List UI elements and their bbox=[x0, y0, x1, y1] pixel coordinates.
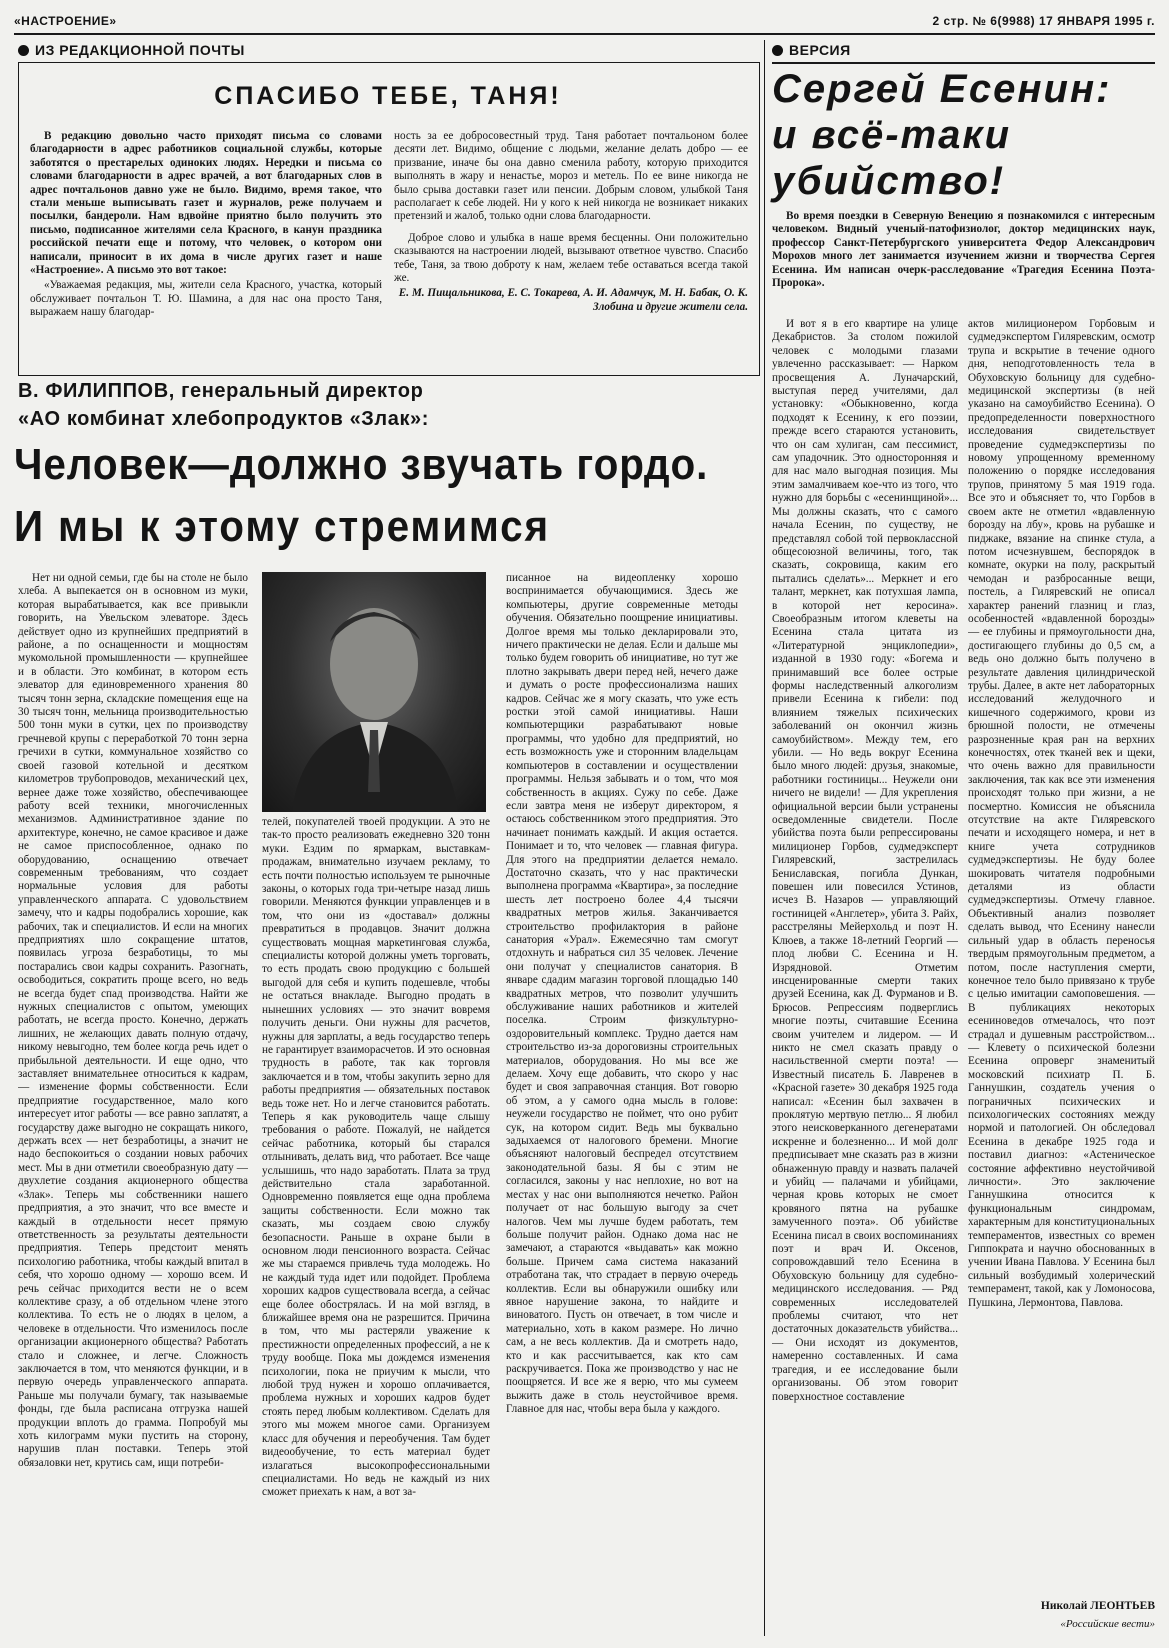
version-col-2-text: актов милиционером Горбовым и судмедэкспертом Гиляревским, осмотр трупа и вскрытие в течение одного дня, неподготовленность тела в Обуховскую больницу для судебно-медицинской экспертизы (в ней указано на самоубийство Есенина). О предопределенности поверхностного исследования свидетельствует проведение судмедэкспертизы по новому упрощенному временному положению о порядке исследования трупов, принятому 5 мая 1919 года. Все это и объясняет то, что Горбов в своем акте не отметил «вдавленную борозду на лбу», кровь на рубашке и пиджаке, вязание на спинке стула, а потом исчезнувшем, беспорядок в комнате, окурки на полу, раскрытый чемодан и разбросанные вещи, постель, а Гиляревский не описал характер ранений глазниц и глаз, особенностей «вдавленной борозды» — ее глубины и прямоугольности дна, достигающего глубины до 0,5 см, а ведь оно должно быть получено в результате давления цилиндрической трубы. Далее, в акте нет лабораторных исследований желудочного и кишечного содержимого, крови из брюшной полости, не отмечены разрозненные края ран на верхних конечностях, отек тканей век и щеки, что очень важно для правильности заключения, так как все эти изменения происходят только при жизни, а не посмертно. Комиссия не объяснила отсутствие на акте Гиляревского печати и исходящего номера, и нет в книге учета сотрудников судмедэкспертизы. Не буду более шокировать читателя подробными деталями из области судмедэкспертизы. Отмечу главное. Объективный анализ позволяет сделать вывод, что Есенину нанесли сильный удар в область переносья твердым прямоугольным предметом, а потом, после наступления смерти, конечное тело было привязано к трубе с целью имитации самоповешения. — В публикациях некоторых есениноведов отмечалось, что поэт страдал и душевным расстройством... — Клевету о психической болезни Есенина опроверг знаменитый московский психиатр П. Б. Ганнушкин, создатель учения о пограничных психических и психологических состояниях между нормой и патологией. Он обследовал Есенина в декабре 1925 года и поставил диагноз: «Астеническое состояние аффективно неустойчивой личности». Это заключение Ганнушкина относится к функциональным синдромам, характерным для конституциональных темпераментов, известных со времен Гиппократа и научно обоснованных в учении Ивана Павлова. У Есенина был сильный возбудимый холерический темперамент, такой, как у Ломоносова, Пушкина, Лермонтова, Павлова. bbox=[968, 318, 1155, 1309]
version-rubric bbox=[772, 42, 851, 58]
version-col-1-text: И вот я в его квартире на улице Декабристов. За столом пожилой человек с молодыми глазами увлеченно рассказывает: — Нарком просвещения А. Луначарский, выступая перед учителями, дал установку: «Обыкновенно, когда подходят к Есенину, к его поэзии, прежде всего стараются установить, что он сам хулиган, сам пессимист, сам упадочник. Это односторонняя и для нас мало выгодная позиция. Мы этим замалчиваем кое-что из того, что нужно для борьбы с «есенинщиной»... Мы должны сказать, что с самого начала Есенин, по существу, не представлял собой той первоклассной общесоюзной величины, того, так сказать, сокровища, каким его пытались сделать»... Меркнет и его талант, меркнет, как потухшая лампа, в которой нет керосина». Своеобразным итогом клеветы на Есенина стала цитата из «Литературной энциклопедии», изданной в 1930 году: «Богема и принимавший все более острые формы наследственный алкоголизм привели Есенина к гибели: под влиянием тяжелых психических заболеваний он окончил жизнь самоубийством». Между тем, его убили. — Но ведь вокруг Есенина было много людей: друзья, знакомые, работники гостиницы... Неужели они ничего не видели! — Для укрепления официальной версии были устранены осведомленные свидетели. После убийства поэта были репрессированы милиционер Горбов, судмедэксперт Гиляревский, застрелилась Бениславская, погибла Дункан, повешен или повесился Устинов, исчез В. Назаров — управляющий гостиницей «Англетер», убита З. Райх, расстреляны Мейерхольд и поэт Н. Клюев, а также 18-летний Георгий — плод любви С. Есенина и Н. Изрядновой. Отметим инсценированные смерти таких друзей Есенина, как Д. Фурманов и В. Брюсов. Репрессиям подверглись многие поэты, считавшие Есенина своим учителем и лидером. — И никто не смел сказать правду о насильственной смерти поэта! — Известный писатель Б. Лавренев в «Красной газете» 30 декабря 1925 года написал: «Есенин был захвачен в проклятую мертвую петлю... Я любил этого неисковерканного дегенератами искренне и болезненно... И мой долг предписывает мне сказать раз в жизни обнаженную правду и назвать палачей и убийц — палачами и убийцами, черная кровь которых не смоет кровяного пятна на рубашке замученного поэта». Об убийстве Есенина писал в своих воспоминаниях поэт и врач И. Оксенов, сопровождавший тело Есенина в Обуховскую больницу для судебно-медицинского исследования. — Ряд современных исследователей проблемы считают, что нет достаточных доказательств убийства... — Они исходят из документов, намеренно составленных. И сама трагедия, и ее исследование были организованы. Об этом говорит поверхностное составление bbox=[772, 318, 958, 1403]
interview-col-3 bbox=[506, 572, 738, 1632]
bullet-icon bbox=[772, 45, 783, 56]
letter-quote-end: Доброе слово и улыбка в наше время бесценны. Они положительно сказываются на настроении людей, вызывают ответное чувство. Спасибо тебе, Таня, за твою доброту к нам, желаем тебе оставаться всегда такой же. bbox=[394, 231, 748, 285]
interview-headline-2: И мы к этому стремимся bbox=[14, 502, 550, 551]
interview-col-1 bbox=[18, 572, 248, 1632]
letter-signatures: Е. М. Пищальникова, Е. С. Токарева, А. И. Адамчук, М. Н. Бабак, О. К. Злобина и другие жители села. bbox=[398, 287, 748, 313]
version-author: Николай ЛЕОНТЬЕВ bbox=[1040, 1600, 1155, 1612]
version-headline-line-3: убийство! bbox=[772, 159, 1006, 203]
interview-col-3-text: писанное на видеопленку хорошо воспринимается обучающимися. Здесь же компьютеры, другие современные методы обучения. Обязательно поощрение инициативы. Долгое время мы только декларировали это, ничего практически не делая. Если и дальше мы только будем говорить об инициативе, но тут же плотно закрывать двери перед ней, нечего даже и думать о росте профессионализма наших кадров. Сейчас же я могу сказать, что уже есть ростки этой самой инициативы. Наши компьютерщики разрабатывают новые программы, что удобно для предприятий, но есть возможность уже и сторонним владельцам компьютеров в составлении и осуществлении программы. Нельзя забывать и о том, что моя собственность в акциях. Сужу по себе. Даже если завтра меня не изберут директором, я остаюсь собственником этого предприятия. Это начинает понимать каждый. И акция остается. Понимает и то, что человек — главная фигура. Для этого на предприятии делается немало. Достаточно сказать, что у нас практически выполнена программа «Квартира», за последние шесть лет построено более 4,4 тысячи квадратных метров жилья. Заканчивается строительство профилактория в районе санатория «Урал». Ежемесячно там смогут отдохнуть и набраться сил 35 человек. Лечение они получат у специалистов санатория. В январе сдадим магазин торговой площадью 140 квадратных метров, что позволит улучшить обслуживание наших работников и жителей поселка. Строим физкультурно-оздоровительный комплекс. Трудно дается нам строительство из-за дороговизны строительных материалов, оборудования. Но мы все же делаем. Хочу еще добавить, что скоро у нас будет и своя заправочная станция. Вот говорю об этом, а у самого одна мысль в голове: неужели государство не поймет, что оно рубит сук, на котором сидит. Ведь мы буквально задыхаемся от налогового бремени. Многие объясняют налоговый беспредел отсутствием законодательной базы. Я бы с этим не согласился, законы у нас неплохие, но вот на местах у нас они выполняются нечетко. Район получает от нас большую выгоду за счет налогов. Чем мы лучше будем работать, тем больше получит район. Однако дома нас не замечают, а стараются «выдавать» как можно больше. Причем сама система наказаний отработана так, что страдает в первую очередь коллектив. Если вы обнаружили ошибку или явное нарушение закона, то найдите и виноватого. Пусть он отвечает, в том числе и материально, хоть в каком размере. Но лично сам, а не весь коллектив. Да и смотреть надо, кто и как рассчитывается, как кто сам раскручивается. Пока же производство у нас не поощряется. И все же я верю, что мы сумеем выжить даже в столь неустойчивое время. Главное для нас, чтобы вера была у каждого. bbox=[506, 572, 738, 1416]
interview-author-line-2: «АО комбинат хлебопродуктов «Злак»: bbox=[18, 408, 430, 430]
interview-col-2-text: телей, покупателей твоей продукции. А это не так-то просто реализовать ежедневно 320 тонн муки. Ездим по ярмаркам, выставкам-продажам, внимательно изучаем рекламу, то есть почти полностью используем те рыночные законы, о которых года три-четыре назад лишь говорили. Меняются функции управленцев и в том, что они из «доставал» должны превратиться в продавцов. Значит должна существовать мощная маркетинговая служба, специалисты которой должны уметь торговать, то есть продать свою продукцию с большей выгодой для себя и купить подешевле, чтобы не остаться внакладе. Выгодно продать в нынешних условиях — это значит вовремя получить деньги. Они нужны для расчетов, нужны для зарплаты, а ведь государство теперь не гарантирует взаиморасчетов. И это основная трудность в работе, так как торговля заключается и в том, чтобы закупить зерно для работы предприятия — обязательных поставок ведь тоже нет. Но и легче становится работать. Теперь я как руководитель чаще слышу требования о работе. Пожалуй, не найдется сейчас работника, который бы старался отлынивать, делать вид, что работает. Все чаще услышишь, что надо заработать. Плата за труд действительно стала заработанной. Одновременно появляется еще одна проблема защиты собственности. Если можно так сказать, мы создаем свою службу безопасности. Раньше в охране были в основном люди пенсионного возраста. Сейчас же мы стараемся привлечь туда молодежь. Но не каждый туда идет или подойдет. Проблема хороших кадров существовала всегда, а сейчас еще более обострялась. И на мой взгляд, в ближайшее время она не разрешится. Причина в том, что мы растеряли уважение к престижности определенных профессий, а не к труду вообще. Пока мы дождемся изменения психологии, пока не приучим к мысли, что любой труд нужен и хорошо оплачивается, проблема нужных и хороших кадров будет стоять перед любым коллективом. Сделать для этого мы можем многое сами. Организуем класс для обучения и переобучения. Там будет видеообучение, то есть материал будет излагаться высокопрофессиональными специалистами. Но ведь не каждый из них сможет приехать к нам, а вот за- bbox=[262, 816, 490, 1499]
version-rule bbox=[772, 62, 1155, 64]
interview-col-2 bbox=[262, 816, 490, 1632]
letter-quote-cont: ность за ее добросовестный труд. Таня работает почтальоном более десяти лет. Видимо, общение с людьми, желание делать добро — ее призвание, иначе бы она давно сменила работу, которую приходится выполнять в жару и ненастье, мороз и метель. По ее вине никогда не было срыва доставки газет или пенсии. Добрым словом, улыбкой Таня располагает к себе людей. Ни у кого к ней никогда не возникает никаких претензий и жалоб, только одни слова благодарности. bbox=[394, 130, 748, 223]
version-headline-line-2: и всё-таки bbox=[772, 113, 1012, 157]
interview-author-line-1: В. ФИЛИППОВ, генеральный директор bbox=[18, 380, 424, 402]
masthead-rule bbox=[14, 33, 1155, 35]
letter-rubric bbox=[18, 42, 245, 58]
portrait-photo bbox=[262, 572, 486, 812]
portrait-figure bbox=[262, 572, 486, 812]
bullet-icon bbox=[18, 45, 29, 56]
interview-headline-1: Человек—должно звучать гордо. bbox=[14, 440, 709, 489]
column-divider bbox=[764, 40, 765, 1636]
letter-quote-start: «Уважаемая редакция, мы, жители села Красного, участка, который обслуживает почтальон Т. Ю. Шамина, а для нас она просто Таня, выражаем нашу благодар- bbox=[30, 279, 382, 319]
letter-intro: В редакцию довольно часто приходят письма со словами благодарности в адрес работников социальной службы, которые заботятся о престарелых одиноких людях. Нередки и письма со словами благодарности в адрес врачей, а вот благодарных слов в адрес почтальонов давно уже не было. Видимо, время такое, что стали меньше выписывать газет и журналов, реже получаем и посылки, бандероли. Нам вдвойне приятно было получить это письмо, подписанное жителями села Красного, в канун праздника российской печати еще и потому, что человек, о котором они написали, приносит в их дома в числе других газет и наше «Настроение». А письмо это вот такое: bbox=[30, 130, 382, 277]
letter-rubric-text: ИЗ РЕДАКЦИОННОЙ ПОЧТЫ bbox=[35, 42, 245, 58]
version-lead bbox=[772, 210, 1155, 306]
version-col-2 bbox=[968, 318, 1155, 1588]
version-col-1 bbox=[772, 318, 958, 1636]
paper-name: «НАСТРОЕНИЕ» bbox=[14, 14, 117, 28]
version-rubric-text: ВЕРСИЯ bbox=[789, 42, 851, 58]
version-source: «Российские вести» bbox=[1060, 1618, 1155, 1630]
issue-line: 2 стр. № 6(9988) 17 ЯНВАРЯ 1995 г. bbox=[932, 14, 1155, 28]
version-headline-line-1: Сергей Есенин: bbox=[772, 67, 1112, 111]
letter-col-1 bbox=[30, 130, 382, 370]
version-headline bbox=[772, 66, 1111, 204]
version-lead-text: Во время поездки в Северную Венецию я познакомился с интересным человеком. Видный ученый-патофизиолог, доктор медицинских наук, профессор Санкт-Петербургского университета Федор Александрович Морохов много лет занимается изучением жизни и творчества Сергея Есенина. Им написан очерк-расследование «Трагедия Есенина Поэта-Пророка». bbox=[772, 210, 1155, 290]
interview-col-1-text: Нет ни одной семьи, где бы на столе не было хлеба. А выпекается он в основном из муки, которая вырабатывается, как все привыкли говорить, на Увельском элеваторе. Здесь действует одно из крупнейших предприятий в районе, а по оснащенности и мощностям мукомольной промышленности — крупнейшее и в области. Это комбинат, в котором есть элеватор для единовременного хранения 80 тысяч тонн зерна, складские помещения еще на 30 тысяч тонн, мельница производительностью 500 тонн муки в сутки, цех по производству гречневой крупы с переработкой 70 тонн зерна гречихи в сутки, коммунальное хозяйство со своей газовой котельной и десятком километров трубопроводов, механический цех, вернее даже тоже хозяйство, обеспечивающее работу всей техники, многочисленных механизмов. Административное здание по архитектуре, конечно, не самое красивое и даже не самое приспособленное, однако по оборудованию, оснащению отвечает современным требованиям, что создает нормальные условия для работы управленческого аппарата. С удовольствием замечу, что и кадры подобрались хорошие, как рабочих, так и специалистов. И если на многих предприятиях шло сокращение штатов, появилась угроза безработицы, то мы постарались свои кадры сохранить. Разогнать, освободиться, сократить проще всего, но ведь не всегда будет спад производства. Найти же нужных специалистов с опытом, умеющих работать, не всегда просто. Конечно, держать лишних, не желающих давать полную отдачу, никому невыгодно, тем более когда речь идет о прибыльной деятельности. И еще одно, что заставляет внимательнее относиться к кадрам, — изменение формы собственности. Если предприятие государственное, мало кого интересует итог работы — все равно заплатят, а государству даже выгодно не сокращать никого, держать всех — нет безработицы, а значит не надо беспокоиться о создании новых рабочих мест. Мы в дни отметили своеобразную дату — двухлетие создания акционерного общества «Злак». Теперь мы собственники нашего предприятия, а это значит, что все вместе и каждый в отдельности несет прямую ответственность за результаты деятельности предприятия. Теперь предстоит менять психологию работника, чтобы каждый впитал в себя, что хорошо одному — хорошо всем. И речь сейчас приходится вести не о всем коллективе сразу, а об отдельном члене этого коллектива. То есть не о людях в целом, а человеке в отдельности. Что изменилось после организации акционерного общества? Работать стало и сложнее, и легче. Сложность заключается в том, что меняются функции, и в первую очередь управленческого аппарата. Раньше мы получали бумагу, так называемые фонды, где была расписана отгрузка нашей продукции вплоть до грамма. Попробуй мы хоть килограмм муки пустить на сторону, нарушив план поставки. Теперь этой обязаловки нет, крутись сам, ищи потреби- bbox=[18, 572, 248, 1469]
letter-col-2 bbox=[394, 130, 748, 370]
letter-title: СПАСИБО ТЕБЕ, ТАНЯ! bbox=[214, 82, 562, 110]
